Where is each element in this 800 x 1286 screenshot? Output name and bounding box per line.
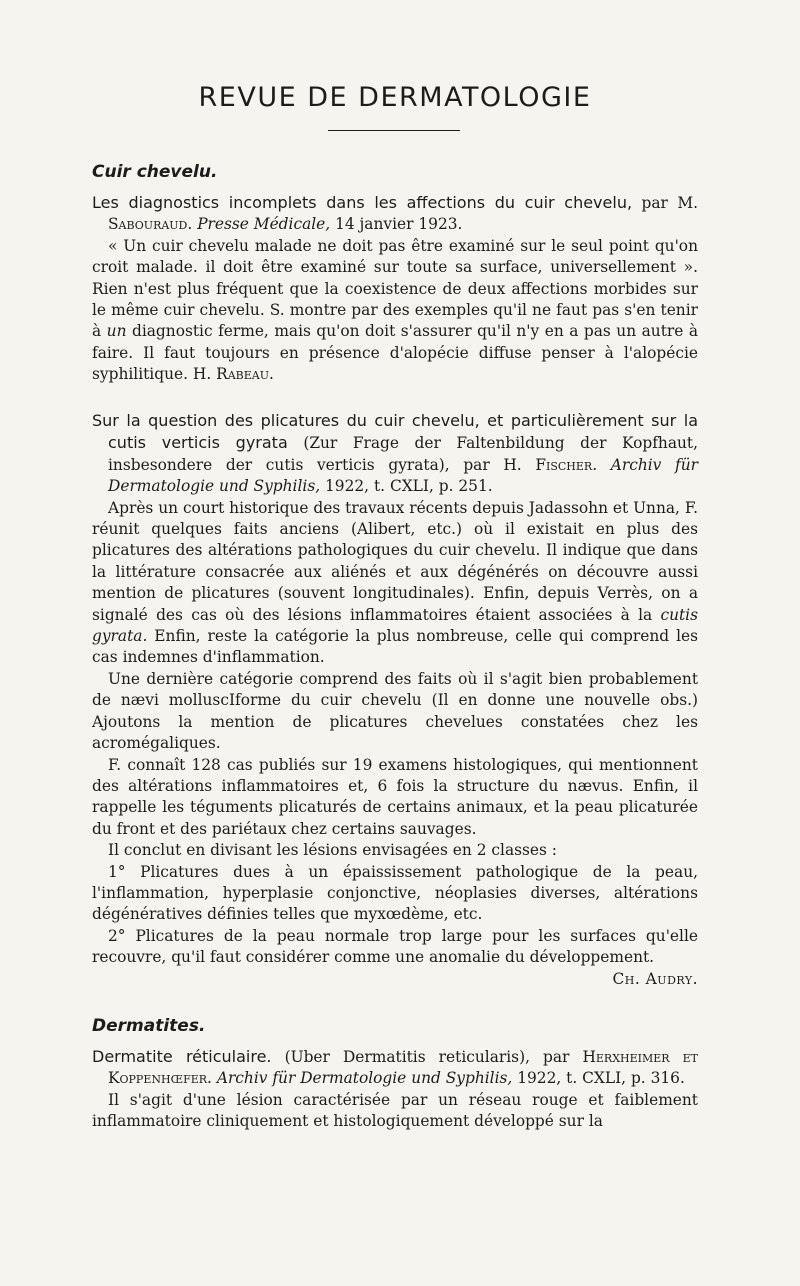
article-title: Sur la question des plicatures du cuir chevelu, et particulièrement sur la cutis verticis gyrata: [92, 411, 698, 453]
title-divider: [328, 130, 460, 131]
section-heading-dermatites: Dermatites.: [92, 1016, 206, 1036]
journal-name: Presse Médicale,: [197, 215, 331, 234]
reference-prefix: par: [632, 194, 678, 212]
article-dermatite-reticulaire: [92, 1046, 698, 1133]
article-title: Dermatite réticulaire.: [92, 1047, 272, 1066]
article-signature: H. Rabeau.: [192, 365, 274, 384]
reference-prefix: (Zur Frage der Faltenbildung der Kopfhaut, insbesondere der cutis verticis gyrata), par: [108, 434, 698, 474]
section-heading-cuir-chevelu: Cuir chevelu.: [92, 162, 218, 182]
article-title: Les diagnostics incomplets dans les affections du cuir chevelu,: [92, 193, 633, 212]
journal-name: Archiv für Dermatologie und Syphilis,: [108, 455, 698, 496]
reference-date: 14 janvier 1923.: [330, 215, 463, 234]
paragraph-text-tail: Enfin, reste la catégorie la plus nombreuse, celle qui comprend les cas indemnes d'inflammation.: [92, 627, 698, 667]
article-reference: [92, 410, 698, 498]
body-text-tail: diagnostic ferme, mais qu'on doit s'assurer qu'il n'y en a pas un autre à faire. Il faut toujours en présence d'alopécie diffuse penser à l'alopécie syphilitique.: [92, 322, 698, 384]
article-author: M. Sabouraud.: [108, 194, 699, 234]
journal-title: REVUE DE DERMATOLOGIE: [198, 82, 592, 113]
article-plicatures: [92, 410, 698, 990]
article-paragraph: F. connaît 128 cas publiés sur 19 examens histologiques, qui mentionnent des altérations inflammatoires et, 6 fois la structure du nævus. Enfin, il rappelle les téguments plicaturés de certains animaux, et la peau plicaturée du front et des pariétaux chez certains sauvages.: [92, 755, 698, 838]
body-emphasis: un: [106, 322, 127, 341]
article-paragraph: Une dernière catégorie comprend des faits où il s'agit bien probablement de nævi molluscIforme du cuir chevelu (Il en donne une nouvelle obs.) Ajoutons la mention de plicatures chevelues constatées chez les acromégaliques.: [92, 669, 698, 753]
article-author: Herxheimer et Koppenhœfer.: [108, 1048, 699, 1088]
paragraph-text: Après un court historique des travaux récents depuis Jadassohn et Unna, F. réunit quelques faits anciens (Alibert, etc.) où il existait en plus des plicatures des altérations pathologiques du cuir chevelu. Il indique que dans la littérature consacrée aux aliénés et aux dégénérés on découvre aussi mention de plicatures (souvent longitudinales). Enfin, depuis Verrès, on a signalé des cas où des lésions inflammatoires étaient associées à la: [92, 498, 699, 624]
article-body: [92, 236, 698, 386]
article-body: Il s'agit d'une lésion caractérisée par un réseau rouge et faiblement inflammatoire cliniquement et histologiquement développé sur la: [92, 1090, 698, 1131]
journal-name: Archiv für Dermatologie und Syphilis,: [216, 1069, 513, 1088]
article-author: H. Fischer.: [503, 455, 598, 474]
article-reference: [92, 1046, 698, 1090]
article-diagnostics-incomplets: [92, 192, 698, 386]
body-text: « Un cuir chevelu malade ne doit pas être examiné sur le seul point qu'on croit malade. il doit être examiné sur toute sa surface, universellement ». Rien n'est plus fréquent que la coexistence de deux affections morbides sur le même cuir chevelu. S. montre par des exemples qu'il ne faut pas s'en tenir à: [92, 236, 698, 341]
article-paragraph: 1° Plicatures dues à un épaississement pathologique de la peau, l'inflammation, hyperplasie conjonctive, néoplasies diverses, altérations dégénératives définies telles que myxœdème, etc.: [92, 862, 698, 924]
article-reference: [92, 192, 698, 236]
paragraph-emphasis: cutis gyrata.: [92, 605, 698, 646]
article-paragraph: [92, 498, 698, 669]
article-paragraph-final: [92, 926, 698, 988]
article-paragraph: Il conclut en divisant les lésions envisagées en 2 classes :: [108, 841, 557, 860]
reference-prefix: (Uber Dermatitis reticularis), par: [271, 1048, 583, 1066]
reference-details: 1922, t. CXLI, p. 251.: [320, 477, 493, 496]
article-signature: Ch. Audry.: [612, 969, 698, 988]
reference-details: 1922, t. CXLI, p. 316.: [512, 1069, 685, 1088]
paragraph-text: 2° Plicatures de la peau normale trop large pour les surfaces qu'elle recouvre, qu'il faut considérer comme une anomalie du développement.: [92, 926, 698, 967]
